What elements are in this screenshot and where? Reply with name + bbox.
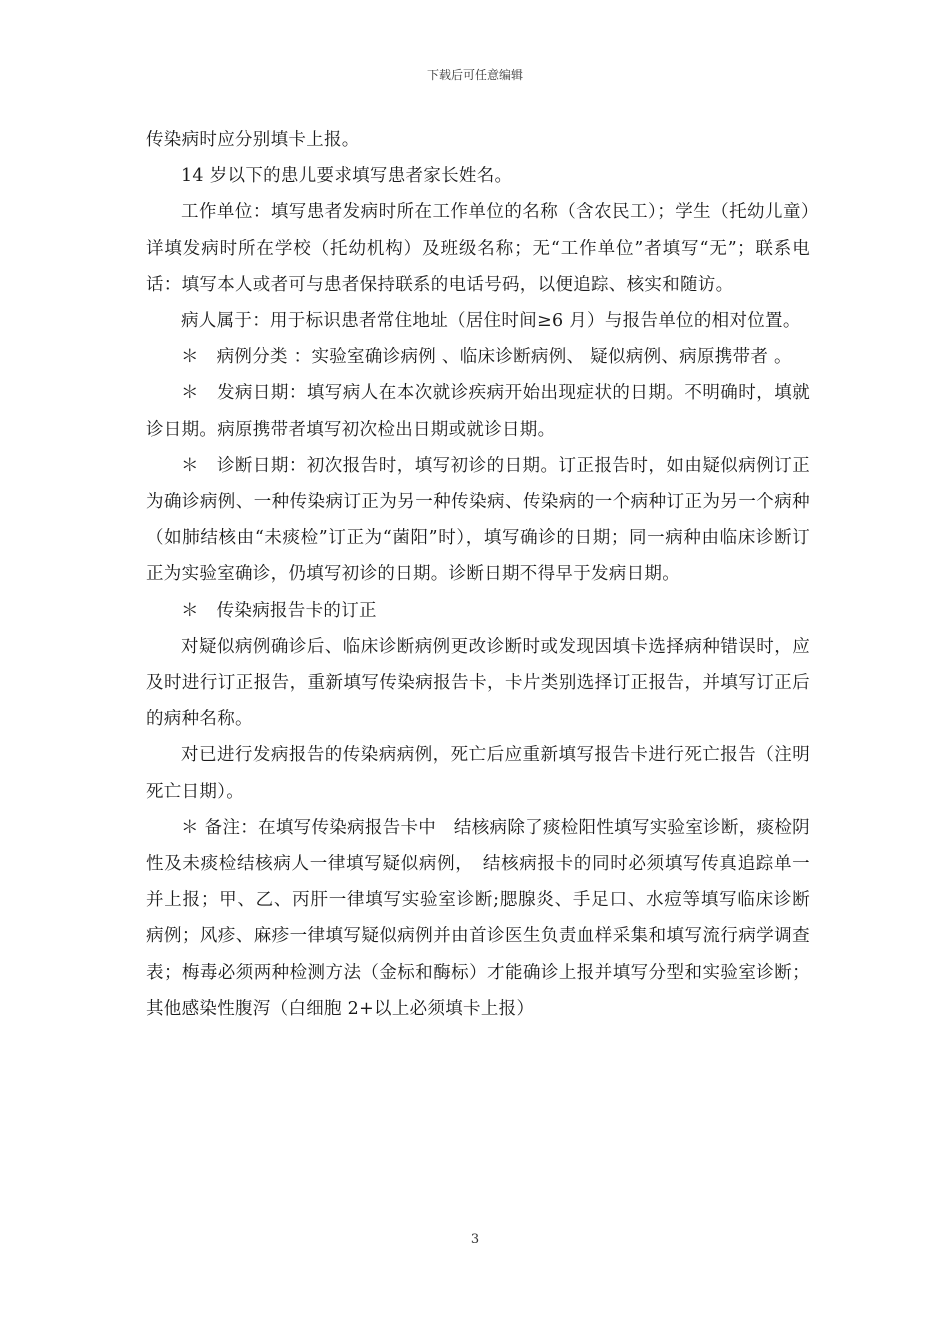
paragraph: 对已进行发病报告的传染病病例，死亡后应重新填写报告卡进行死亡报告（注明死亡日期）。	[146, 745, 810, 802]
paragraph: ＊ 备注：在填写传染病报告卡中 结核病除了痰检阳性填写实验室诊断，痰检阴性及未痰检结核病人一律填写疑似病例， 结核病报卡的同时必须填写传真追踪单一并上报；甲、乙、丙肝一律填写实验室诊断;腮腺炎、手足口、水痘等填写临床诊断病例；风疹、麻疹一律填写疑似病例并由首诊医生负责血样采集和填写流行病学调查表；梅毒必须两种检测方法（金标和酶标）才能确诊上报并填写分型和实验室诊断；其他感染性腹泻（白细胞 2+以上必须填卡上报）	[146, 817, 810, 1019]
paragraph: ＊ 诊断日期：初次报告时，填写初诊的日期。订正报告时，如由疑似病例订正为确诊病例、一种传染病订正为另一种传染病、传染病的一个病种订正为另一个病种（如肺结核由“未痰检”订正为“菌阳”时），填写确诊的日期；同一病种由临床诊断订正为实验室确诊，仍填写初诊的日期。诊断日期不得早于发病日期。	[146, 455, 810, 585]
paragraph: ＊ 发病日期：填写病人在本次就诊疾病开始出现症状的日期。不明确时，填就诊日期。病原携带者填写初次检出日期或就诊日期。	[146, 383, 810, 440]
paragraph: 传染病时应分别填卡上报。	[146, 130, 360, 150]
document-body	[146, 122, 810, 1027]
paragraph: 工作单位：填写患者发病时所在工作单位的名称（含农民工）；学生（托幼儿童）详填发病时所在学校（托幼机构）及班级名称；无“工作单位”者填写“无”；联系电话：填写本人或者可与患者保持联系的电话号码，以便追踪、核实和随访。	[146, 202, 810, 295]
page-number: 3	[470, 1232, 480, 1247]
paragraph: 对疑似病例确诊后、临床诊断病例更改诊断时或发现因填卡选择病种错误时，应及时进行订正报告，重新填写传染病报告卡，卡片类别选择订正报告，并填写订正后的病种名称。	[146, 636, 810, 730]
page-header: 下载后可任意编辑	[426, 68, 523, 82]
paragraph: ＊ 病例分类 ：实验室确诊病例 、临床诊断病例、 疑似病例、病原携带者 。	[181, 347, 792, 368]
paragraph: 14 岁以下的患儿要求填写患者家长姓名。	[181, 166, 513, 187]
paragraph: 病人属于：用于标识患者常住地址（居住时间≥6 月）与报告单位的相对位置。	[181, 311, 801, 332]
paragraph: ＊ 传染病报告卡的订正	[181, 600, 377, 621]
